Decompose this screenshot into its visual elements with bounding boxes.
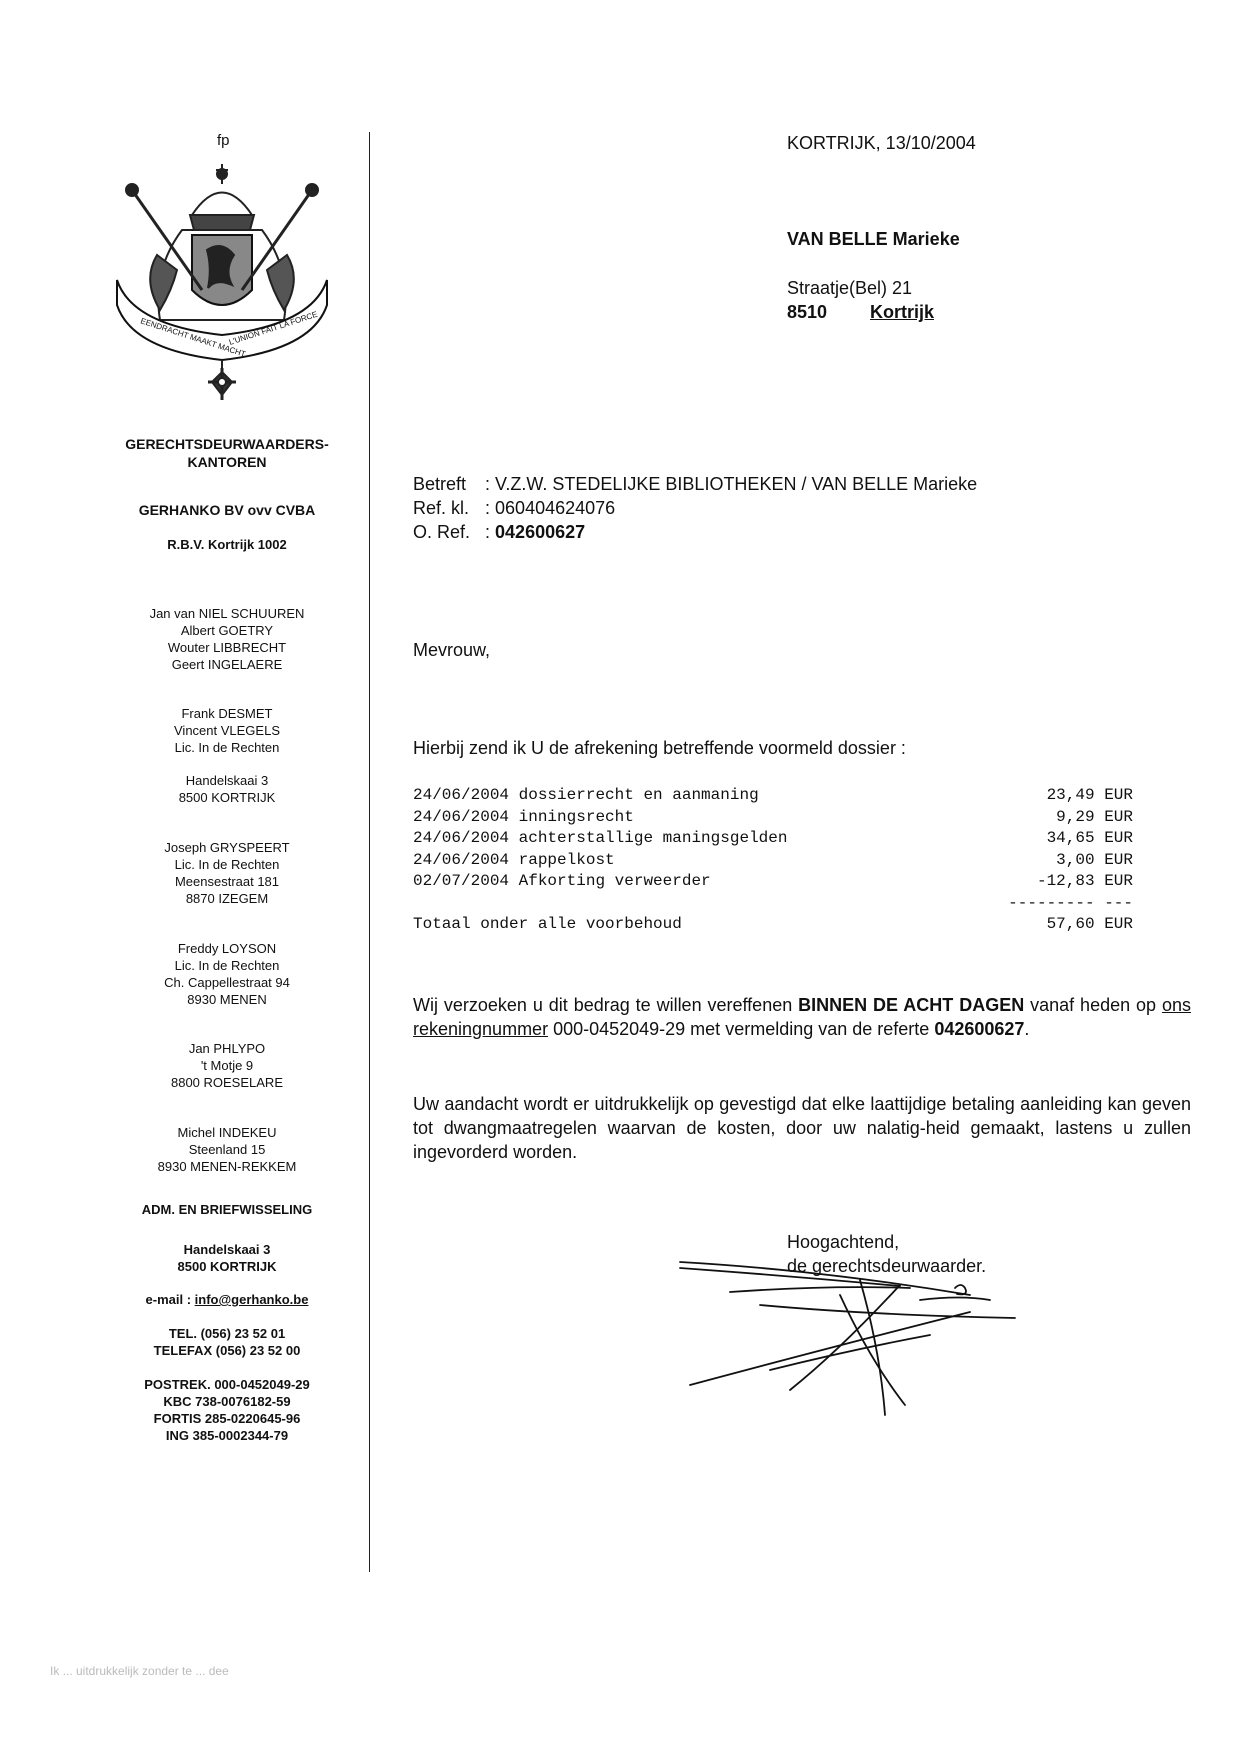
partner-line: Lic. In de Rechten (174, 740, 280, 755)
address-line: 8500 KORTRIJK (178, 790, 276, 805)
address-line: Handelskaai 3 (183, 1242, 271, 1257)
salutation: Mevrouw, (413, 640, 491, 660)
rbv-number: R.B.V. Kortrijk 1002 (167, 537, 287, 552)
intro-text: Hierbij zend ik U de afrekening betreffende voormeld dossier : (413, 738, 906, 758)
row-desc: rappelkost (518, 850, 615, 869)
row-date: 24/06/2004 (413, 786, 510, 804)
firm-name-line2: KANTOREN (187, 454, 267, 470)
account-line: ING 385-0002344-79 (165, 1428, 289, 1443)
partner-line: Jan PHLYPO (188, 1041, 266, 1056)
recipient-street: Straatje(Bel) 21 (787, 278, 913, 298)
coat-of-arms-logo (112, 160, 332, 410)
partner-line: 8800 ROESELARE (170, 1075, 283, 1090)
recipient-city-line (787, 302, 934, 323)
partner-line: Geert INGELAERE (171, 657, 283, 672)
account-line: FORTIS 285-0220645-96 (153, 1411, 301, 1426)
recipient-name: VAN BELLE Marieke (787, 229, 960, 249)
row-date: 24/06/2004 (413, 850, 510, 869)
adm-address (92, 1241, 362, 1275)
row-amount: 23,49 (1046, 786, 1095, 804)
company-name: GERHANKO BV ovv CVBA (138, 502, 316, 518)
row-desc: dossierrecht en aanmaning (518, 786, 759, 804)
recipient-postcode: 8510 (787, 302, 828, 322)
betreft-row: Betreft : V.Z.W. STEDELIJKE BIBLIOTHEKEN / VAN BELLE Marieke (413, 474, 978, 494)
phone-block (92, 1325, 362, 1359)
partner-line: 8930 MENEN (187, 992, 267, 1007)
oref-row: O. Ref. : 042600627 (413, 522, 586, 542)
betreft-value: V.Z.W. STEDELIJKE BIBLIOTHEKEN / VAN BELLE Marieke (495, 474, 978, 494)
statement-row (413, 807, 1133, 829)
email-line (92, 1291, 362, 1308)
partner-line: Joseph GRYSPEERT (164, 840, 290, 855)
place-date: KORTRIJK, 13/10/2004 (787, 133, 976, 153)
reference-block (413, 472, 977, 544)
partner-line: 't Motje 9 (200, 1058, 254, 1073)
row-currency: EUR (1104, 872, 1133, 890)
row-amount: -12,83 (1036, 872, 1095, 890)
betreft-label: Betreft (413, 474, 467, 494)
account-line: KBC 738-0076182-59 (163, 1394, 291, 1409)
partner-line: Steenland 15 (188, 1142, 266, 1157)
statement-row (413, 828, 1133, 850)
partners-group-1 (92, 605, 362, 673)
row-desc: inningsrecht (518, 807, 634, 826)
notice-paragraph: Uw aandacht wordt er uitdrukkelijk op gevestigd dat elke laattijdige betaling aanleiding kan geven tot dwangmaatregelen waarvan de kosten, door uw nalatig-heid gemaakt, lastens u zullen ingevorderd worden. (413, 1094, 1191, 1162)
telephone: TEL. (056) 23 52 01 (168, 1326, 286, 1341)
account-number-link: ons rekeningnummer (413, 995, 1191, 1039)
bank-accounts (92, 1376, 362, 1444)
partner-line: Albert GOETRY (180, 623, 274, 638)
statement-row (413, 785, 1133, 807)
address-line: Handelskaai 3 (185, 773, 269, 788)
partner-line: Jan van NIEL SCHUUREN (149, 606, 305, 621)
closing-role: de gerechtsdeurwaarder. (787, 1256, 987, 1276)
recipient-city: Kortrijk (870, 302, 935, 322)
motto-left-text: EENDRACHT MAAKT MACHT (139, 316, 247, 359)
row-date: 24/06/2004 (413, 807, 510, 826)
firm-name-line1: GERECHTSDEURWAARDERS- (125, 436, 329, 452)
email-link[interactable]: info@gerhanko.be (194, 1292, 309, 1307)
oref-label: O. Ref. (413, 522, 471, 542)
partners-group-7 (92, 1124, 362, 1175)
total-currency: EUR (1104, 915, 1133, 933)
partner-line: Lic. In de Rechten (174, 958, 280, 973)
payment-paragraph: Wij verzoeken u dit bedrag te willen vereffenen BINNEN DE ACHT DAGEN vanaf heden op ons rekeningnummer 000-0452049-29 met vermelding van de referte 042600627. (413, 995, 1191, 1039)
partner-line: 8870 IZEGEM (185, 891, 269, 906)
refkl-row: Ref. kl. : 060404624076 (413, 498, 616, 518)
adm-title: ADM. EN BRIEFWISSELING (141, 1202, 313, 1217)
row-desc: Afkorting verweerder (518, 872, 711, 890)
signature (670, 1240, 1040, 1420)
telefax: TELEFAX (056) 23 52 00 (153, 1343, 301, 1358)
partners-group-2 (92, 705, 362, 756)
total-amount: 57,60 (1046, 915, 1095, 933)
email-label: e-mail : (145, 1292, 195, 1307)
address-line: 8500 KORTRIJK (177, 1259, 277, 1274)
partner-line: Wouter LIBBRECHT (167, 640, 287, 655)
row-date: 02/07/2004 (413, 872, 510, 890)
deadline-text: BINNEN DE ACHT DAGEN (798, 995, 1025, 1015)
row-date: 24/06/2004 (413, 829, 510, 847)
row-currency: EUR (1104, 829, 1133, 847)
row-currency: EUR (1104, 807, 1133, 826)
partners-group-5 (92, 940, 362, 1008)
partner-line: Lic. In de Rechten (174, 857, 280, 872)
statement-total-row (413, 914, 1133, 936)
oref-value: 042600627 (495, 522, 586, 542)
row-amount: 9,29 (1056, 807, 1095, 826)
statement-row (413, 850, 1133, 872)
refkl-label: Ref. kl. (413, 498, 470, 518)
payment-reference: 042600627 (934, 1019, 1025, 1039)
statement-separator: --------- --- (1008, 893, 1133, 912)
account-line: POSTREK. 000-0452049-29 (144, 1377, 310, 1392)
firm-name (92, 435, 362, 471)
sidebar-divider (369, 132, 370, 1572)
partner-line: Meensestraat 181 (174, 874, 280, 889)
partners-group-4 (92, 839, 362, 907)
row-desc: achterstallige maningsgelden (518, 829, 788, 847)
partner-line: 8930 MENEN-REKKEM (157, 1159, 297, 1174)
row-currency: EUR (1104, 786, 1133, 804)
partners-group-6 (92, 1040, 362, 1091)
footer-note: Ik ... uitdrukkelijk zonder te ... dee (50, 1664, 229, 1678)
partner-line: Freddy LOYSON (177, 941, 277, 956)
row-amount: 34,65 (1046, 829, 1095, 847)
row-currency: EUR (1104, 850, 1133, 869)
statement-table (413, 785, 1133, 936)
sidebar-initials: fp (217, 132, 230, 149)
row-amount: 3,00 (1056, 850, 1095, 869)
partner-line: Ch. Cappellestraat 94 (164, 975, 290, 990)
closing-greeting: Hoogachtend, (787, 1232, 900, 1252)
partner-line: Michel INDEKEU (177, 1125, 277, 1140)
statement-row (413, 871, 1133, 893)
office-address-1 (92, 772, 362, 806)
total-label: Totaal onder alle voorbehoud (413, 915, 682, 933)
partner-line: Frank DESMET (181, 706, 273, 721)
partner-line: Vincent VLEGELS (174, 723, 280, 738)
motto-right-text: L'UNION FAIT LA FORCE (227, 309, 319, 347)
refkl-value: 060404624076 (495, 498, 616, 518)
